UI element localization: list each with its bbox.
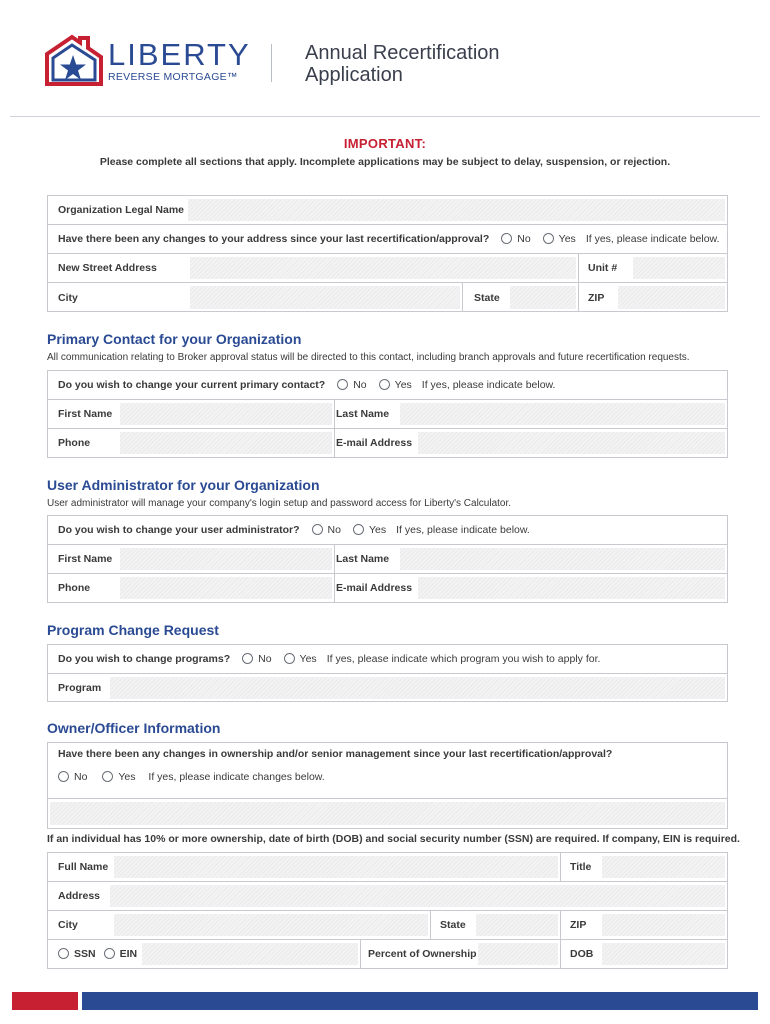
address-change-yes-radio[interactable] (543, 233, 554, 244)
admin-first-name-label: First Name (58, 553, 113, 565)
address-change-no-label: No (517, 233, 531, 245)
footer-blue-bar (82, 992, 758, 1010)
document-title (305, 42, 500, 86)
user-admin-phone-row (48, 574, 727, 602)
owner-change-question: Have there been any changes in ownership and/or senior management since your last recertification/approval? (58, 748, 613, 760)
user-admin-no-radio[interactable] (312, 524, 323, 535)
program-label: Program (58, 682, 102, 694)
program-input[interactable] (110, 677, 725, 699)
address-change-no-radio[interactable] (501, 233, 512, 244)
owner-zip-input[interactable] (602, 914, 725, 936)
primary-contact-hint: If yes, please indicate below. (421, 379, 556, 391)
owner-city-row (48, 911, 727, 940)
owner-full-name-input[interactable] (114, 856, 558, 878)
program-change-yes-label: Yes (299, 653, 317, 665)
street-address-row (48, 254, 727, 283)
owner-changes-row (48, 799, 727, 828)
owner-state-input[interactable] (476, 914, 558, 936)
organization-form (47, 195, 728, 312)
user-admin-name-row (48, 545, 727, 574)
program-change-question: Do you wish to change programs? (58, 653, 231, 665)
important-heading: IMPORTANT: (343, 136, 427, 151)
primary-contact-title: Primary Contact for your Organization (47, 331, 302, 347)
primary-phone-input[interactable] (120, 432, 332, 454)
admin-phone-label: Phone (58, 582, 91, 594)
primary-contact-question: Do you wish to change your current primary contact? (58, 379, 326, 391)
owner-address-input[interactable] (110, 885, 725, 907)
owner-id-row (48, 940, 727, 968)
ein-label: EIN (119, 948, 138, 960)
owner-change-no-radio[interactable] (58, 771, 69, 782)
ssn-ein-input[interactable] (142, 943, 358, 965)
unit-label: Unit # (588, 262, 618, 274)
percent-ownership-label: Percent of Ownership (368, 948, 477, 960)
primary-contact-yes-radio[interactable] (379, 379, 390, 390)
admin-last-name-label: Last Name (336, 553, 390, 565)
user-admin-yes-label: Yes (368, 524, 387, 536)
primary-contact-no-radio[interactable] (337, 379, 348, 390)
primary-first-name-label: First Name (58, 408, 113, 420)
primary-last-name-label: Last Name (336, 408, 390, 420)
owner-change-row (48, 743, 727, 799)
city-state-zip-row (48, 283, 727, 312)
owner-city-input[interactable] (114, 914, 428, 936)
logo-subtitle: REVERSE MORTGAGE™ (108, 71, 238, 83)
owner-change-form (47, 742, 728, 829)
logo-wordmark (108, 37, 251, 84)
owner-officer-title: Owner/Officer Information (47, 720, 221, 736)
document-title-line-2: Application (305, 64, 403, 86)
program-change-no-radio[interactable] (242, 653, 253, 664)
primary-email-label: E-mail Address (336, 437, 413, 449)
city-input[interactable] (190, 286, 460, 309)
document-title-line-1: Annual Recertification (305, 42, 500, 64)
program-change-row (48, 645, 727, 674)
ssn-label: SSN (74, 948, 96, 960)
user-admin-change-row (48, 516, 727, 545)
owner-change-hint: If yes, please indicate changes below. (148, 771, 325, 783)
primary-email-input[interactable] (418, 432, 725, 454)
primary-last-name-input[interactable] (400, 403, 725, 425)
header-rule (10, 116, 760, 117)
dob-input[interactable] (602, 943, 725, 965)
user-admin-question: Do you wish to change your user administrator? (58, 524, 300, 536)
ein-radio[interactable] (104, 948, 115, 959)
street-address-label: New Street Address (58, 262, 157, 274)
percent-ownership-input[interactable] (478, 943, 558, 965)
owner-change-yes-radio[interactable] (102, 771, 113, 782)
zip-input[interactable] (618, 286, 725, 309)
program-row (48, 674, 727, 702)
owner-changes-input[interactable] (50, 802, 725, 825)
page-header (0, 0, 770, 116)
org-legal-name-label: Organization Legal Name (58, 204, 185, 216)
owner-full-name-label: Full Name (58, 861, 109, 873)
dob-label: DOB (570, 948, 594, 960)
user-admin-desc: User administrator will manage your company's login setup and password access for Liberty's Calculator. (47, 498, 512, 509)
owner-name-row (48, 853, 727, 882)
admin-email-input[interactable] (418, 577, 725, 599)
primary-first-name-input[interactable] (120, 403, 332, 425)
owner-address-label: Address (58, 890, 101, 902)
primary-phone-label: Phone (58, 437, 91, 449)
primary-contact-form (47, 370, 728, 458)
important-notice-text: Please complete all sections that apply. Incomplete applications may be subject to delay, suspension, or rejection. (99, 156, 671, 168)
primary-contact-name-row (48, 400, 727, 429)
logo-name: LIBERTY (108, 37, 251, 72)
program-change-no-label: No (258, 653, 272, 665)
address-change-yes-label: Yes (558, 233, 576, 245)
user-admin-hint: If yes, please indicate below. (396, 524, 530, 536)
org-legal-name-input[interactable] (188, 199, 725, 221)
user-admin-no-label: No (327, 524, 341, 536)
unit-input[interactable] (633, 257, 725, 279)
owner-title-label: Title (570, 861, 592, 873)
user-admin-title: User Administrator for your Organization (47, 477, 320, 493)
footer-red-bar (12, 992, 78, 1010)
org-legal-name-row (48, 196, 727, 225)
user-admin-yes-radio[interactable] (353, 524, 364, 535)
address-change-row (48, 225, 727, 254)
user-admin-form (47, 515, 728, 603)
owner-change-yes-label: Yes (118, 771, 136, 783)
admin-phone-input[interactable] (120, 577, 332, 599)
owner-city-label: City (58, 919, 78, 931)
primary-contact-desc: All communication relating to Broker approval status will be directed to this contact, including branch approvals and future recertification requests. (47, 352, 690, 363)
program-change-form (47, 644, 728, 702)
program-change-title: Program Change Request (47, 622, 219, 638)
liberty-house-star-logo-icon (44, 34, 104, 86)
admin-email-label: E-mail Address (336, 582, 413, 594)
program-change-hint: If yes, please indicate which program you wish to apply for. (326, 653, 601, 665)
owner-details-form (47, 852, 728, 969)
admin-last-name-input[interactable] (400, 548, 725, 570)
owner-state-label: State (440, 919, 466, 931)
owner-zip-label: ZIP (570, 919, 587, 931)
primary-contact-no-label: No (353, 379, 367, 391)
admin-first-name-input[interactable] (120, 548, 332, 570)
owner-change-no-label: No (74, 771, 88, 783)
primary-contact-phone-row (48, 429, 727, 457)
ssn-radio[interactable] (58, 948, 69, 959)
state-input[interactable] (510, 286, 576, 309)
address-change-hint: If yes, please indicate below. (585, 233, 720, 245)
owner-address-row (48, 882, 727, 911)
address-change-question: Have there been any changes to your address since your last recertification/approval? (58, 233, 490, 245)
ownership-requirement-note: If an individual has 10% or more ownership, date of birth (DOB) and social security number (SSN) are required. If company, EIN is required. (47, 833, 740, 845)
street-address-input[interactable] (190, 257, 576, 279)
primary-contact-change-row (48, 371, 727, 400)
state-label: State (474, 291, 500, 304)
owner-title-input[interactable] (602, 856, 725, 878)
program-change-yes-radio[interactable] (284, 653, 295, 664)
header-divider (271, 44, 272, 82)
zip-label: ZIP (588, 291, 605, 304)
city-label: City (58, 291, 78, 304)
primary-contact-yes-label: Yes (394, 379, 412, 391)
